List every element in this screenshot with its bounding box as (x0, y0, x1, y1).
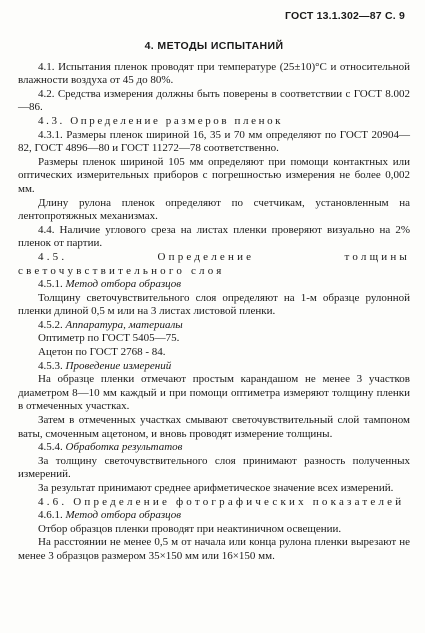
paragraph-4-4: 4.4. Наличие углового среза на листах пленки проверяют визуально на 2% пленок от партии. (18, 223, 410, 250)
heading-4-5-2-number: 4.5.2. (38, 318, 63, 331)
heading-4-6: 4.6. Определение фотографических показателей (38, 495, 405, 508)
paragraph-4-5-3-marking: На образце пленки отмечают простым карандашом не менее 3 участков диаметром 8—10 мм каждый и при помощи оптиметра измеряют толщину пленки в отмеченных участках. (18, 373, 410, 413)
heading-4-5-1 (18, 278, 410, 292)
paragraph-4-3-1-width-105: Размеры пленок шириной 105 мм определяют при помощи контактных или оптических измерительных приборов с погрешностью измерения не более 0,002 мм. (18, 155, 410, 195)
heading-4-5-1-number: 4.5.1. (38, 278, 63, 291)
heading-4-5-4 (18, 441, 410, 455)
heading-4-5: 4.5. Определение толщины светочувствительного слоя (18, 250, 410, 277)
paragraph-4-1: 4.1. Испытания пленок проводят при температуре (25±10)°С и относительной влажности воздуха от 45 до 80%. (18, 60, 410, 87)
paragraph-4-5-3-washing: Затем в отмеченных участках смывают светочувствительный слой тампоном ваты, смоченным ацетоном, и вновь проводят измерение толщины. (18, 414, 410, 440)
page-header: ГОСТ 13.1.302—87 С. 9 (284, 10, 405, 22)
heading-4-6-1-title: Метод отбора образцов (65, 509, 182, 522)
paragraph-4-3-1-roll-length: Длину рулона пленок определяют по счетчикам, установленным на лентопротяжных механизмах. (18, 196, 410, 223)
heading-4-5-2-title: Аппаратура, материалы (65, 318, 183, 331)
heading-4-5-4-number: 4.5.4. (38, 441, 63, 454)
paragraph-4-5-2-acetone: Ацетон по ГОСТ 2768 - 84. (38, 346, 166, 359)
heading-4-3: 4.3. Определение размеров пленок (38, 114, 284, 127)
paragraph-4-6-1-lighting: Отбор образцов пленки проводят при неактиничном освещении. (38, 522, 342, 535)
heading-4-6-1-number: 4.6.1. (38, 509, 63, 522)
heading-4-5-3-title: Проведение измерений (65, 359, 172, 372)
paragraph-4-5-2-optimeter: Оптиметр по ГОСТ 5405—75. (38, 332, 180, 345)
paragraph-4-5-4-average: За результат принимают среднее арифметическое значение всех измерений. (38, 482, 394, 494)
heading-4-5-2 (18, 319, 410, 333)
paragraph-4-6-1-samples: На расстоянии не менее 0,5 м от начала или конца рулона пленки вырезают не менее 3 образцов размером 35×150 мм или 16×150 мм. (18, 536, 410, 562)
heading-4-5-3 (18, 360, 410, 374)
section-title: 4. МЕТОДЫ ИСПЫТАНИЙ (144, 40, 284, 52)
heading-4-5-4-title: Обработка результатов (65, 441, 183, 454)
paragraph-4-5-4-difference: За толщину светочувствительного слоя принимают разность полученных измерений. (18, 454, 410, 481)
paragraph-4-3-1: 4.3.1. Размеры пленок шириной 16, 35 и 70 мм определяют по ГОСТ 20904—82, ГОСТ 4896—80 и ГОСТ 11272—78 соответственно. (18, 128, 410, 155)
page-content (18, 40, 410, 564)
paragraph-4-5-1: Толщину светочувствительного слоя определяют на 1-м образце рулонной пленки длиной 0,5 м или на 3 листах листовой пленки. (18, 291, 410, 318)
paragraph-4-2: 4.2. Средства измерения должны быть поверены в соответствии с ГОСТ 8.002—86. (18, 87, 410, 114)
heading-4-6-1 (18, 509, 410, 523)
heading-4-5-1-title: Метод отбора образцов (65, 278, 182, 291)
heading-4-5-3-number: 4.5.3. (38, 359, 63, 372)
